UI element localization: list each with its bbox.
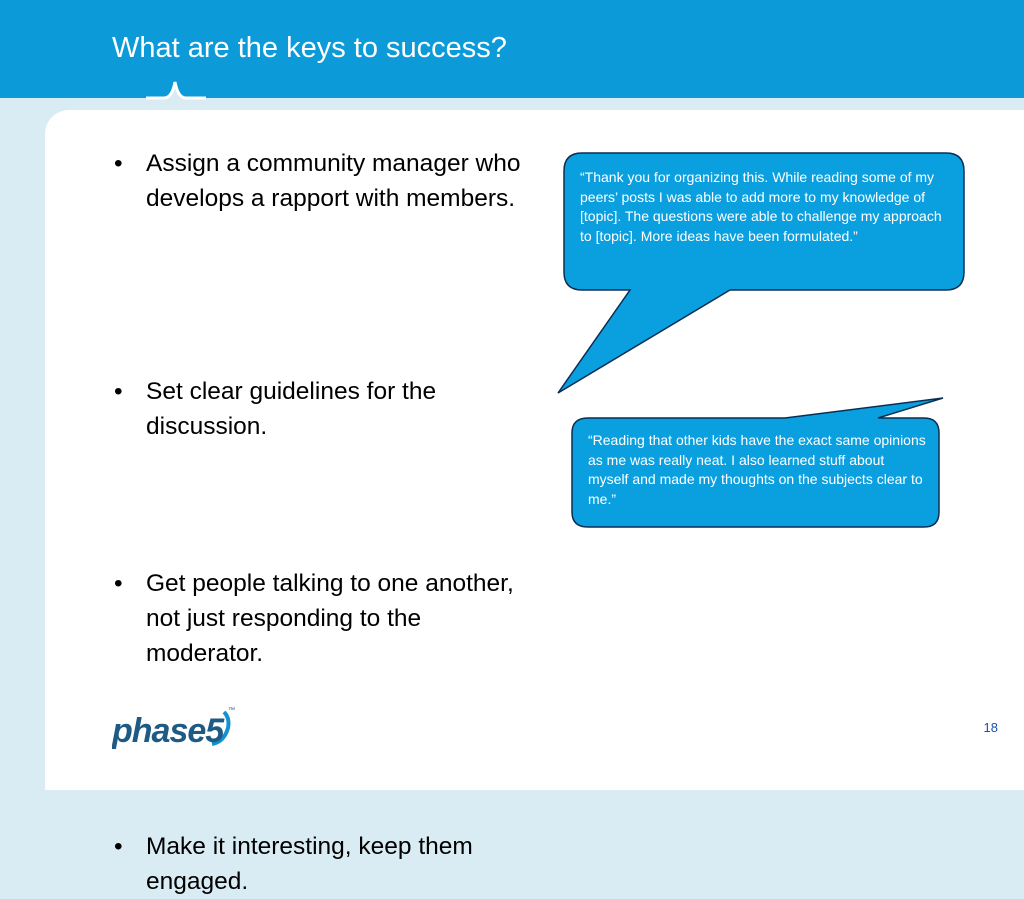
testimonial-quote-2: “Reading that other kids have the exact same opinions as me was really neat. I also learned stuff about myself and made my thoughts on the subjects clear to me.” (588, 432, 926, 507)
page-number: 18 (983, 720, 998, 735)
bullet-item: • Make it interesting, keep them engaged. (108, 829, 528, 899)
bullet-item: • Assign a community manager who develops a rapport with members. (108, 146, 528, 216)
testimonial-quote-1: “Thank you for organizing this. While reading some of my peers’ posts I was able to add more to my knowledge of [topic]. The questions were able to challenge my approach to [topic]. More ideas have been formulated.” (580, 169, 942, 244)
logo-wordmark: phase5 (112, 712, 224, 750)
bullet-item: • Set clear guidelines for the discussion. (108, 374, 528, 444)
slide-title: What are the keys to success? (112, 32, 507, 64)
phase5-logo (112, 704, 242, 750)
bullet-item: • Get people talking to one another, not just responding to the moderator. (108, 566, 528, 671)
logo-trademark: ™ (228, 707, 235, 714)
